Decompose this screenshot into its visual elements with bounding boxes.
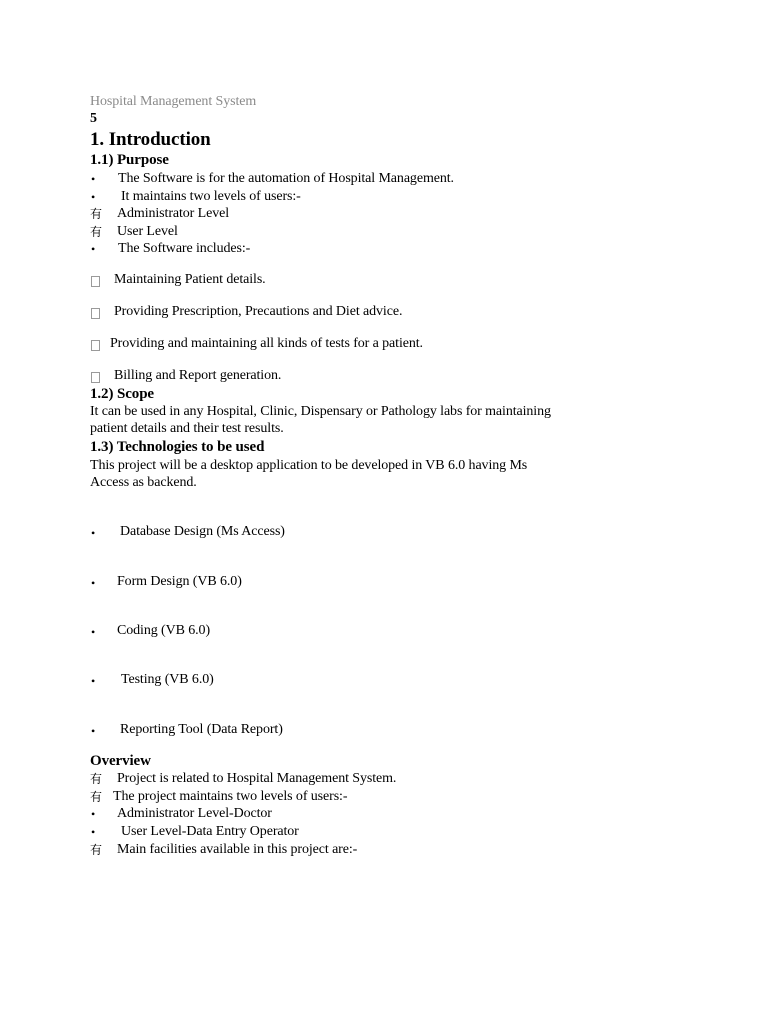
overview-item: The project maintains two levels of users:- bbox=[113, 789, 348, 804]
checkbox-glyph-icon bbox=[91, 372, 100, 383]
technology-item: Reporting Tool (Data Report) bbox=[120, 722, 283, 737]
purpose-line: The Software includes:- bbox=[118, 241, 251, 256]
technology-item: Coding (VB 6.0) bbox=[117, 623, 211, 638]
purpose-line: The Software is for the automation of Hospital Management. bbox=[118, 171, 454, 186]
scope-line: patient details and their test results. bbox=[90, 421, 284, 436]
overview-item: Administrator Level-Doctor bbox=[117, 806, 272, 821]
includes-item: Maintaining Patient details. bbox=[114, 272, 266, 287]
technology-item: Testing (VB 6.0) bbox=[121, 672, 214, 687]
bullet-icon: • bbox=[91, 807, 96, 821]
document-header-title: Hospital Management System bbox=[90, 94, 257, 109]
subsection-heading-purpose: 1.1) Purpose bbox=[90, 152, 169, 168]
bullet-icon: • bbox=[91, 674, 96, 688]
purpose-line: Administrator Level bbox=[117, 206, 230, 221]
includes-item: Providing and maintaining all kinds of tests for a patient. bbox=[110, 336, 423, 351]
page-number: 5 bbox=[90, 111, 97, 126]
symbol-bullet-icon: 有 bbox=[90, 225, 103, 239]
bullet-icon: • bbox=[91, 625, 96, 639]
overview-item: User Level-Data Entry Operator bbox=[121, 824, 299, 839]
overview-item: Main facilities available in this project are:- bbox=[117, 842, 358, 857]
bullet-icon: • bbox=[91, 526, 96, 540]
bullet-icon: • bbox=[91, 190, 96, 204]
section-heading-introduction: 1. Introduction bbox=[90, 129, 211, 150]
technologies-line: This project will be a desktop application to be developed in VB 6.0 having Ms bbox=[90, 458, 528, 473]
technology-item: Database Design (Ms Access) bbox=[120, 524, 285, 539]
technology-item: Form Design (VB 6.0) bbox=[117, 574, 242, 589]
symbol-bullet-icon: 有 bbox=[90, 772, 103, 786]
bullet-icon: • bbox=[91, 825, 96, 839]
purpose-line: It maintains two levels of users:- bbox=[121, 189, 301, 204]
technologies-line: Access as backend. bbox=[90, 475, 197, 490]
includes-item: Billing and Report generation. bbox=[114, 368, 282, 383]
scope-line: It can be used in any Hospital, Clinic, Dispensary or Pathology labs for maintaining bbox=[90, 404, 551, 419]
bullet-icon: • bbox=[91, 724, 96, 738]
symbol-bullet-icon: 有 bbox=[90, 843, 103, 857]
bullet-icon: • bbox=[91, 172, 96, 186]
symbol-bullet-icon: 有 bbox=[90, 790, 103, 804]
purpose-line: User Level bbox=[117, 224, 178, 239]
subsection-heading-scope: 1.2) Scope bbox=[90, 386, 154, 402]
bullet-icon: • bbox=[91, 576, 96, 590]
includes-item: Providing Prescription, Precautions and Diet advice. bbox=[114, 304, 403, 319]
bullet-icon: • bbox=[91, 242, 96, 256]
subsection-heading-technologies: 1.3) Technologies to be used bbox=[90, 439, 265, 455]
section-heading-overview: Overview bbox=[90, 753, 151, 769]
checkbox-glyph-icon bbox=[91, 276, 100, 287]
overview-item: Project is related to Hospital Management System. bbox=[117, 771, 397, 786]
checkbox-glyph-icon bbox=[91, 340, 100, 351]
symbol-bullet-icon: 有 bbox=[90, 207, 103, 221]
checkbox-glyph-icon bbox=[91, 308, 100, 319]
